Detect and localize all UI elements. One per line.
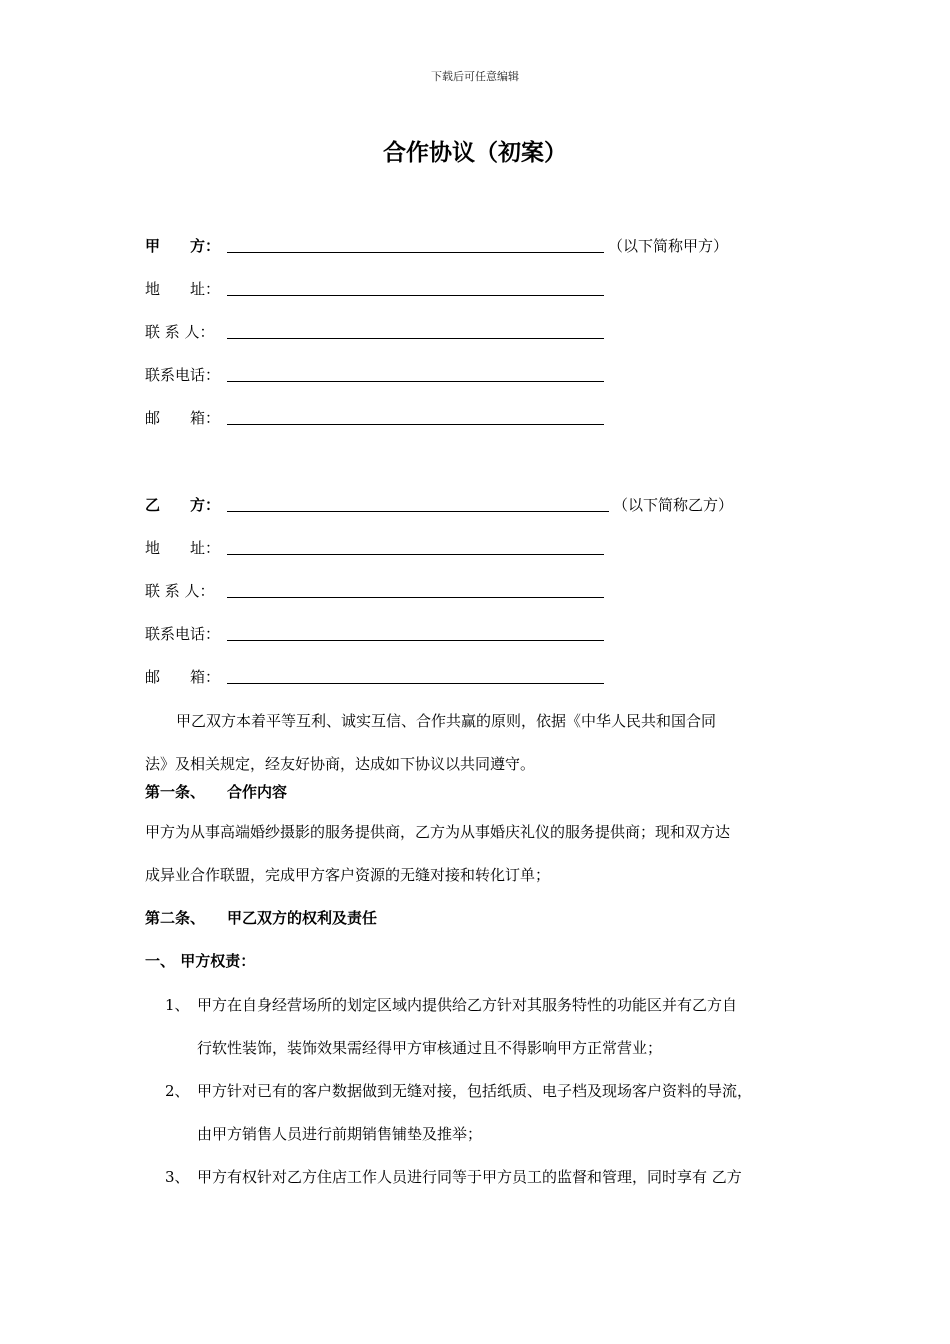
party-b-contact-label: 联 系 人： xyxy=(145,582,215,600)
article-1-number: 第一条、 xyxy=(145,783,206,801)
article-1-title: 合作内容 xyxy=(227,783,288,801)
party-a-email-blank[interactable] xyxy=(227,423,604,425)
party-a-name-label: 甲 方： xyxy=(145,237,221,255)
party-a-contact-field xyxy=(145,320,604,342)
party-b-email-label: 邮 箱： xyxy=(145,668,221,686)
party-b-email-field xyxy=(145,665,604,687)
article-2-title: 甲乙双方的权利及责任 xyxy=(227,909,378,927)
item-1-line-1: 甲方在自身经营场所的划定区域内提供给乙方针对其服务特性的功能区并有乙方自 xyxy=(197,996,738,1014)
party-a-email-field xyxy=(145,406,604,428)
item-1-line-2: 行软性装饰，装饰效果需经得甲方审核通过且不得影响甲方正常营业； xyxy=(197,1039,663,1057)
article-1-line-2: 成异业合作联盟，完成甲方客户资源的无缝对接和转化订单； xyxy=(145,866,551,884)
party-a-contact-blank[interactable] xyxy=(227,337,604,339)
party-a-address-field xyxy=(145,277,604,299)
party-b-address-blank[interactable] xyxy=(227,553,604,555)
intro-line-2: 法》及相关规定，经友好协商，达成如下协议以共同遵守。 xyxy=(145,755,536,773)
party-b-name-label: 乙 方： xyxy=(145,496,221,514)
party-b-contact-blank[interactable] xyxy=(227,596,604,598)
party-a-name-note: （以下简称甲方） xyxy=(608,237,729,255)
party-a-name-field xyxy=(145,234,728,256)
article-2-number: 第二条、 xyxy=(145,909,206,927)
party-b-phone-blank[interactable] xyxy=(227,639,604,641)
party-a-contact-label: 联 系 人： xyxy=(145,323,215,341)
article-2-heading xyxy=(145,907,377,928)
item-2-number: 2、 xyxy=(165,1082,190,1100)
item-3-line-1: 甲方有权针对乙方住店工作人员进行同等于甲方员工的监督和管理，同时享有 乙方 xyxy=(197,1168,742,1186)
section-1-heading: 一、 甲方权责： xyxy=(145,952,256,970)
party-a-phone-blank[interactable] xyxy=(227,380,604,382)
party-a-email-label: 邮 箱： xyxy=(145,409,221,427)
party-b-name-field xyxy=(145,493,733,515)
party-a-name-blank[interactable] xyxy=(227,251,604,253)
party-b-email-blank[interactable] xyxy=(227,682,604,684)
item-1-number: 1、 xyxy=(165,996,190,1014)
party-b-contact-field xyxy=(145,579,604,601)
party-b-address-field xyxy=(145,536,604,558)
intro-line-1: 甲乙双方本着平等互利、诚实互信、合作共赢的原则，依据《中华人民共和国合同 xyxy=(176,712,717,730)
party-a-address-blank[interactable] xyxy=(227,294,604,296)
header-note: 下载后可任意编辑 xyxy=(431,70,519,83)
item-2-line-1: 甲方针对已有的客户数据做到无缝对接，包括纸质、电子档及现场客户资料的导流， xyxy=(197,1082,753,1100)
party-a-phone-field xyxy=(145,363,604,385)
party-b-phone-field xyxy=(145,622,604,644)
party-b-name-note: （以下简称乙方） xyxy=(613,496,734,514)
article-1-heading xyxy=(145,781,287,802)
party-b-phone-label: 联系电话： xyxy=(145,625,221,643)
item-2-line-2: 由甲方销售人员进行前期销售铺垫及推举； xyxy=(197,1125,483,1143)
party-a-phone-label: 联系电话： xyxy=(145,366,221,384)
party-b-name-blank[interactable] xyxy=(227,510,609,512)
document-title: 合作协议（初案） xyxy=(383,140,567,166)
party-a-address-label: 地 址： xyxy=(145,280,221,298)
article-1-line-1: 甲方为从事高端婚纱摄影的服务提供商，乙方为从事婚庆礼仪的服务提供商；现和双方达 xyxy=(145,823,731,841)
party-b-address-label: 地 址： xyxy=(145,539,221,557)
item-3-number: 3、 xyxy=(165,1168,190,1186)
